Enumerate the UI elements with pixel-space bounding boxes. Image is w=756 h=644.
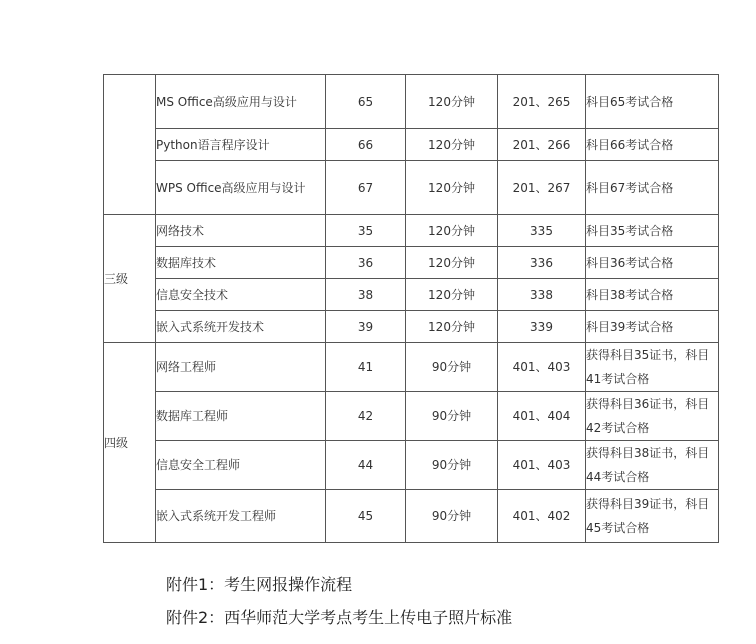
exam-subjects-table [103, 74, 719, 543]
exam-duration: 90分钟 [406, 490, 498, 543]
subject-code: 44 [326, 441, 406, 490]
subject-name: MS Office高级应用与设计 [156, 75, 326, 129]
subject-code: 66 [326, 129, 406, 161]
subject-name: 网络技术 [156, 215, 326, 247]
certificate-requirement: 科目38考试合格 [586, 279, 719, 311]
certificate-requirement: 获得科目35证书，科目41考试合格 [586, 343, 719, 392]
exam-duration: 90分钟 [406, 343, 498, 392]
certificate-requirement: 获得科目36证书，科目42考试合格 [586, 392, 719, 441]
certificate-requirement: 科目67考试合格 [586, 161, 719, 215]
certificate-requirement: 科目35考试合格 [586, 215, 719, 247]
certificate-requirement: 科目65考试合格 [586, 75, 719, 129]
table-row [104, 129, 719, 161]
table-row [104, 392, 719, 441]
exam-duration: 120分钟 [406, 129, 498, 161]
subject-combo: 201、266 [498, 129, 586, 161]
table-row [104, 215, 719, 247]
subject-name: 数据库技术 [156, 247, 326, 279]
subject-code: 38 [326, 279, 406, 311]
level-label: 三级 [104, 215, 156, 343]
exam-duration: 120分钟 [406, 161, 498, 215]
subject-name: 嵌入式系统开发技术 [156, 311, 326, 343]
exam-duration: 120分钟 [406, 279, 498, 311]
subject-code: 45 [326, 490, 406, 543]
table-row [104, 75, 719, 129]
table-row [104, 247, 719, 279]
subject-combo: 338 [498, 279, 586, 311]
exam-duration: 90分钟 [406, 441, 498, 490]
exam-duration: 120分钟 [406, 311, 498, 343]
certificate-requirement: 科目39考试合格 [586, 311, 719, 343]
subject-code: 42 [326, 392, 406, 441]
subject-combo: 339 [498, 311, 586, 343]
certificate-requirement: 科目66考试合格 [586, 129, 719, 161]
exam-duration: 90分钟 [406, 392, 498, 441]
certificate-requirement: 科目36考试合格 [586, 247, 719, 279]
subject-code: 35 [326, 215, 406, 247]
subject-combo: 201、267 [498, 161, 586, 215]
table-row [104, 343, 719, 392]
subject-combo: 401、403 [498, 441, 586, 490]
level-cell-blank [104, 75, 156, 215]
certificate-requirement: 获得科目39证书，科目45考试合格 [586, 490, 719, 543]
subject-combo: 401、403 [498, 343, 586, 392]
subject-code: 36 [326, 247, 406, 279]
exam-duration: 120分钟 [406, 215, 498, 247]
subject-code: 67 [326, 161, 406, 215]
level-label: 四级 [104, 343, 156, 543]
subject-combo: 336 [498, 247, 586, 279]
subject-code: 41 [326, 343, 406, 392]
subject-name: 信息安全工程师 [156, 441, 326, 490]
exam-duration: 120分钟 [406, 75, 498, 129]
exam-duration: 120分钟 [406, 247, 498, 279]
subject-name: WPS Office高级应用与设计 [156, 161, 326, 215]
subject-name: 嵌入式系统开发工程师 [156, 490, 326, 543]
subject-combo: 401、402 [498, 490, 586, 543]
table-row [104, 490, 719, 543]
subject-code: 65 [326, 75, 406, 129]
subject-name: 数据库工程师 [156, 392, 326, 441]
subject-combo: 401、404 [498, 392, 586, 441]
certificate-requirement: 获得科目38证书，科目44考试合格 [586, 441, 719, 490]
subject-code: 39 [326, 311, 406, 343]
table-row [104, 441, 719, 490]
table-row [104, 311, 719, 343]
subject-name: Python语言程序设计 [156, 129, 326, 161]
table-row [104, 279, 719, 311]
attachment-2-text: 附件2：西华师范大学考点考生上传电子照片标准 [166, 608, 513, 627]
subject-name: 信息安全技术 [156, 279, 326, 311]
subject-combo: 201、265 [498, 75, 586, 129]
attachment-1-text: 附件1：考生网报操作流程 [166, 575, 353, 594]
subject-name: 网络工程师 [156, 343, 326, 392]
subject-combo: 335 [498, 215, 586, 247]
table-row [104, 161, 719, 215]
